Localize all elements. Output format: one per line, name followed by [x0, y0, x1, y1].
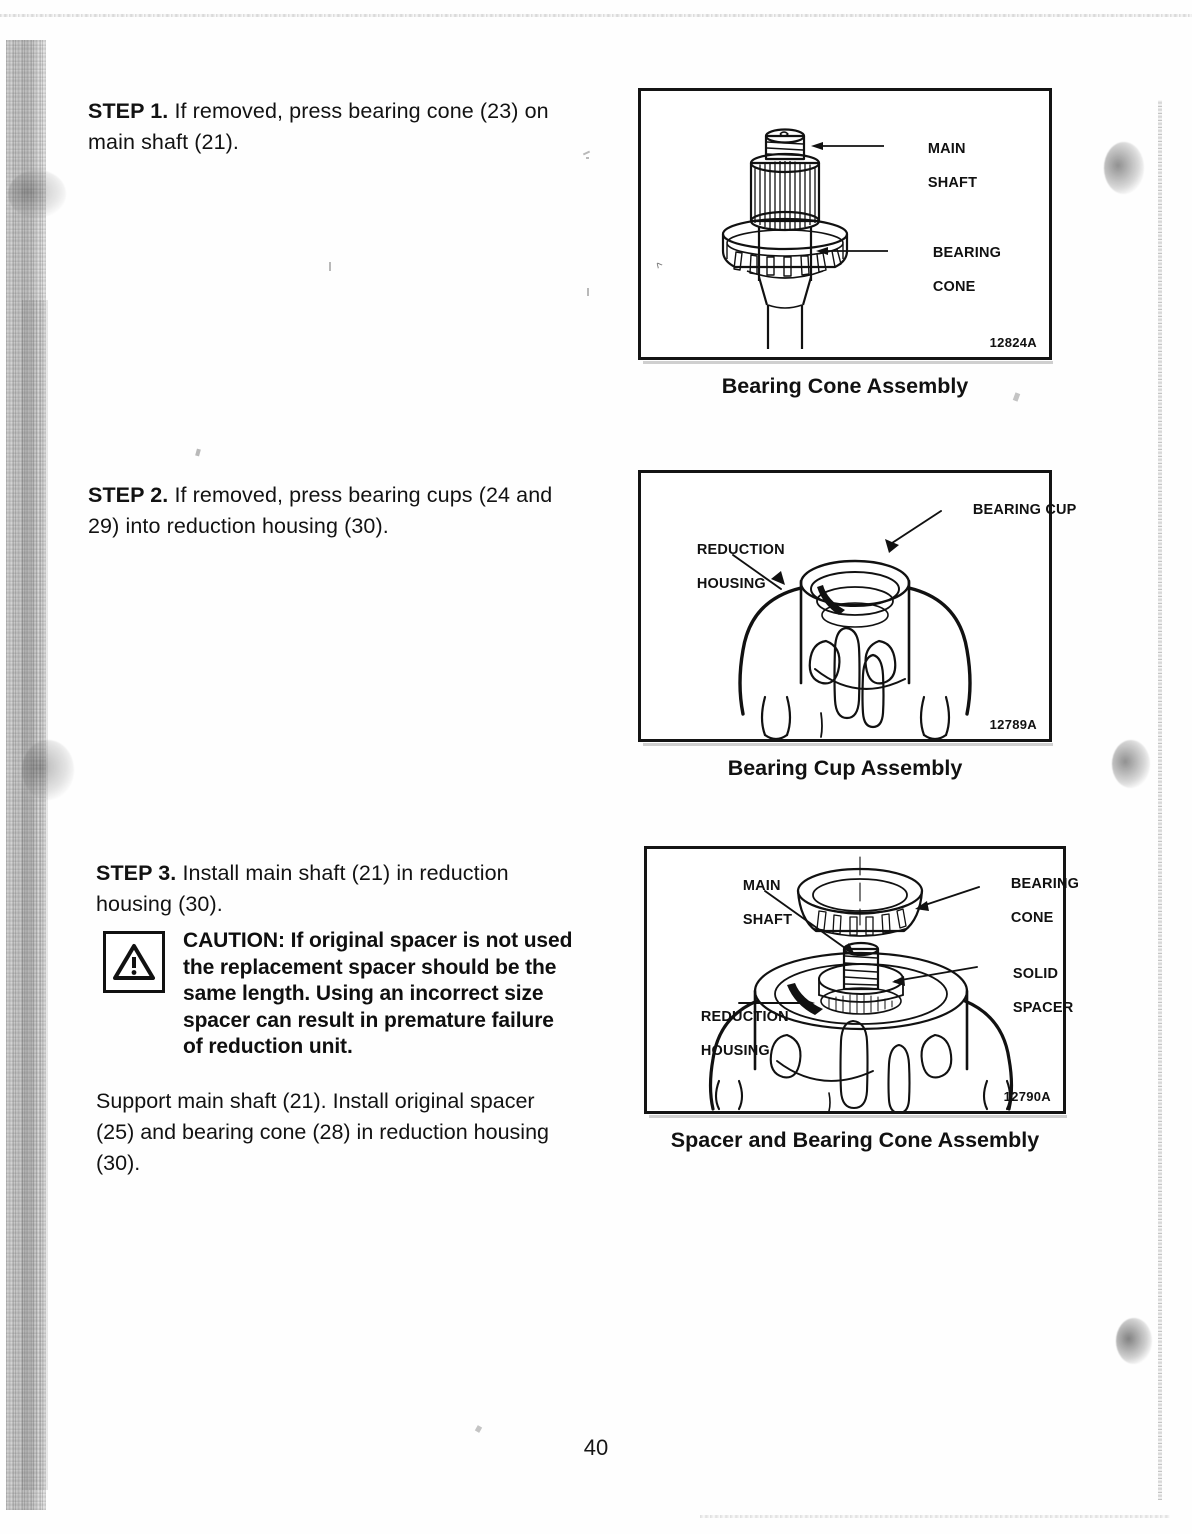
label-bearing-cup: BEARING CUP — [972, 502, 1077, 518]
figure-1-code: 12824A — [989, 335, 1037, 350]
label-bearing-cone: BEARING CONE — [932, 245, 1002, 295]
caution-block — [103, 928, 573, 1061]
step-2-label: STEP 2. — [88, 483, 169, 507]
figure-2-frame — [638, 470, 1077, 742]
label-bearing-cone: BEARING CONE — [1010, 876, 1080, 926]
step-2-text: If removed, press bearing cups (24 and 29) into reduction housing (30). — [88, 483, 553, 538]
scan-blob-artifact — [1104, 142, 1144, 194]
step-3-text: Install main shaft (21) in reduction housing (30). — [96, 861, 509, 916]
caution-text: CAUTION: If original spacer is not used the replacement spacer should be the same length. Using an incorrect size spacer can result in premature failure of reduction unit. — [183, 929, 573, 1058]
figure-3 — [644, 846, 1080, 1153]
scan-blob-artifact — [22, 740, 74, 800]
warning-triangle-glyph — [113, 943, 155, 981]
figure-1-caption: Bearing Cone Assembly — [721, 374, 969, 398]
step-1-paragraph — [88, 96, 588, 158]
figure-1-illustration — [641, 91, 1049, 357]
label-reduction-housing: REDUCTION HOUSING — [696, 542, 785, 592]
scan-speck: ^ — [652, 258, 668, 275]
support-paragraph: Support main shaft (21). Install original spacer (25) and bearing cone (28) in reduction housing (30). — [96, 1089, 549, 1175]
label-solid-spacer: SOLID SPACER — [1012, 966, 1074, 1016]
warning-triangle-icon — [103, 931, 165, 993]
scan-speck — [587, 288, 589, 296]
scan-speck — [475, 1425, 482, 1433]
scan-blob-artifact — [1112, 740, 1150, 788]
scan-blob-artifact — [1116, 1318, 1152, 1364]
figure-2 — [638, 470, 1077, 781]
label-main-shaft: MAIN SHAFT — [742, 878, 793, 928]
step-1-label: STEP 1. — [88, 99, 169, 123]
figure-3-frame — [644, 846, 1080, 1114]
right-edge-noise-artifact — [1158, 100, 1162, 1500]
step-1-text: If removed, press bearing cone (23) on main shaft (21). — [88, 99, 549, 154]
figure-3-caption: Spacer and Bearing Cone Assembly — [670, 1128, 1040, 1152]
scan-bottom-edge-artifact — [700, 1515, 1170, 1518]
figure-1 — [638, 88, 1052, 399]
page-number: 40 — [583, 1435, 609, 1460]
step-2-paragraph — [88, 480, 588, 542]
figure-2-code: 12789A — [989, 717, 1037, 732]
figure-2-caption: Bearing Cup Assembly — [727, 756, 963, 780]
step-3-paragraph — [96, 858, 574, 920]
scan-speck — [195, 449, 201, 457]
binding-shadow-artifact-inner — [22, 300, 48, 1490]
scan-blob-artifact — [8, 170, 66, 218]
figure-1-frame — [638, 88, 1052, 360]
label-main-shaft: MAIN SHAFT — [927, 141, 978, 191]
figure-3-code: 12790A — [1003, 1089, 1051, 1104]
label-reduction-housing: REDUCTION HOUSING — [700, 1009, 789, 1059]
scan-top-edge-artifact — [0, 14, 1192, 17]
scan-speck — [329, 262, 331, 271]
step-3-label: STEP 3. — [96, 861, 177, 885]
